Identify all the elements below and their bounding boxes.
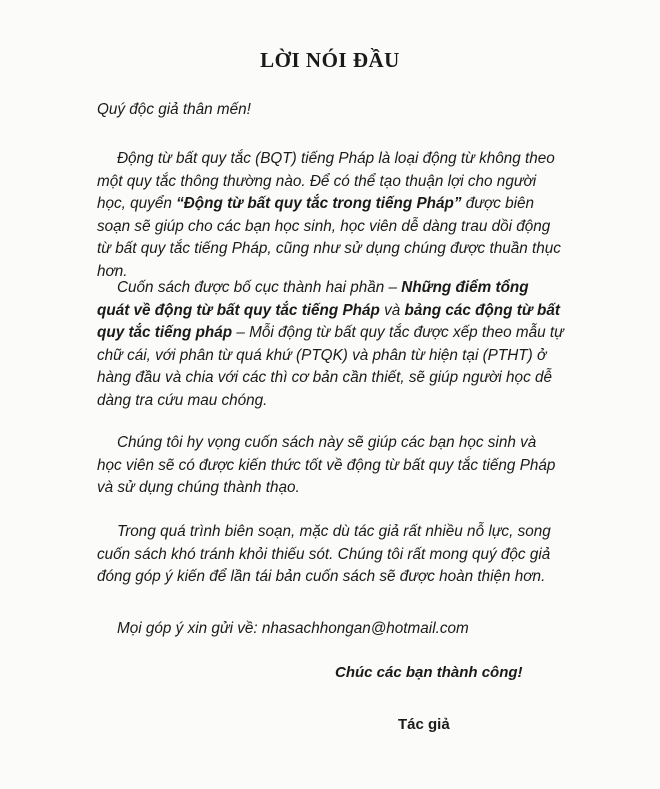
paragraph-4: [97, 521, 565, 589]
paragraph-2-text-b: và: [379, 301, 405, 319]
book-title: “Động từ bất quy tắc trong tiếng Pháp”: [176, 195, 462, 212]
paragraph-3-text: Chúng tôi hy vọng cuốn sách này sẽ giúp các bạn học sinh và học viên sẽ có được kiến thức tốt về động từ bất quy tắc tiếng Pháp và sử dụng chúng thành thạo.: [97, 434, 556, 496]
page-title: LỜI NÓI ĐẦU: [260, 48, 400, 72]
paragraph-5: [97, 618, 565, 641]
salutation: Quý độc giả thân mến!: [97, 101, 251, 118]
paragraph-2-text-a: Cuốn sách được bố cục thành hai phần –: [117, 279, 402, 296]
paragraph-1-text-b: được biên soạn sẽ giúp cho các bạn học sinh, học viên dễ dàng trau dồi động từ bất quy tắc tiếng Pháp, cũng như sử dụng chúng được thuần thục hơn.: [97, 195, 561, 280]
paragraph-3: [97, 432, 565, 500]
paragraph-4-text: Trong quá trình biên soạn, mặc dù tác giả rất nhiều nỗ lực, song cuốn sách khó tránh khỏi thiếu sót. Chúng tôi rất mong quý độc giả đóng góp ý kiến để lần tái bản cuốn sách sẽ được hoàn thiện hơn.: [97, 523, 551, 585]
author-signature: Tác giả: [398, 716, 450, 733]
part-two-title: bảng các động từ bất quy tắc tiếng pháp: [97, 301, 560, 341]
paragraph-1: [97, 148, 565, 283]
paragraph-2: [97, 277, 565, 412]
part-one-title: Những điểm tổng quát về động từ bất quy tắc tiếng Pháp: [97, 279, 529, 319]
paragraph-1-text-a: Động từ bất quy tắc (BQT) tiếng Pháp là loại động từ không theo một quy tắc thông thường nào. Để có thể tạo thuận lợi cho người học, quyển: [97, 150, 555, 212]
contact-line: Mọi góp ý xin gửi về: nhasachhongan@hotmail.com: [117, 620, 469, 637]
paragraph-2-text-c: – Mỗi động từ bất quy tắc được xếp theo mẫu tự chữ cái, với phân từ quá khứ (PTQK) và phân từ hiện tại (PTHT) ở hàng đầu và chia với các thì cơ bản cần thiết, sẽ giúp người học dễ dàng tra cứu mau chóng.: [97, 324, 564, 409]
closing-line: Chúc các bạn thành công!: [335, 664, 523, 681]
